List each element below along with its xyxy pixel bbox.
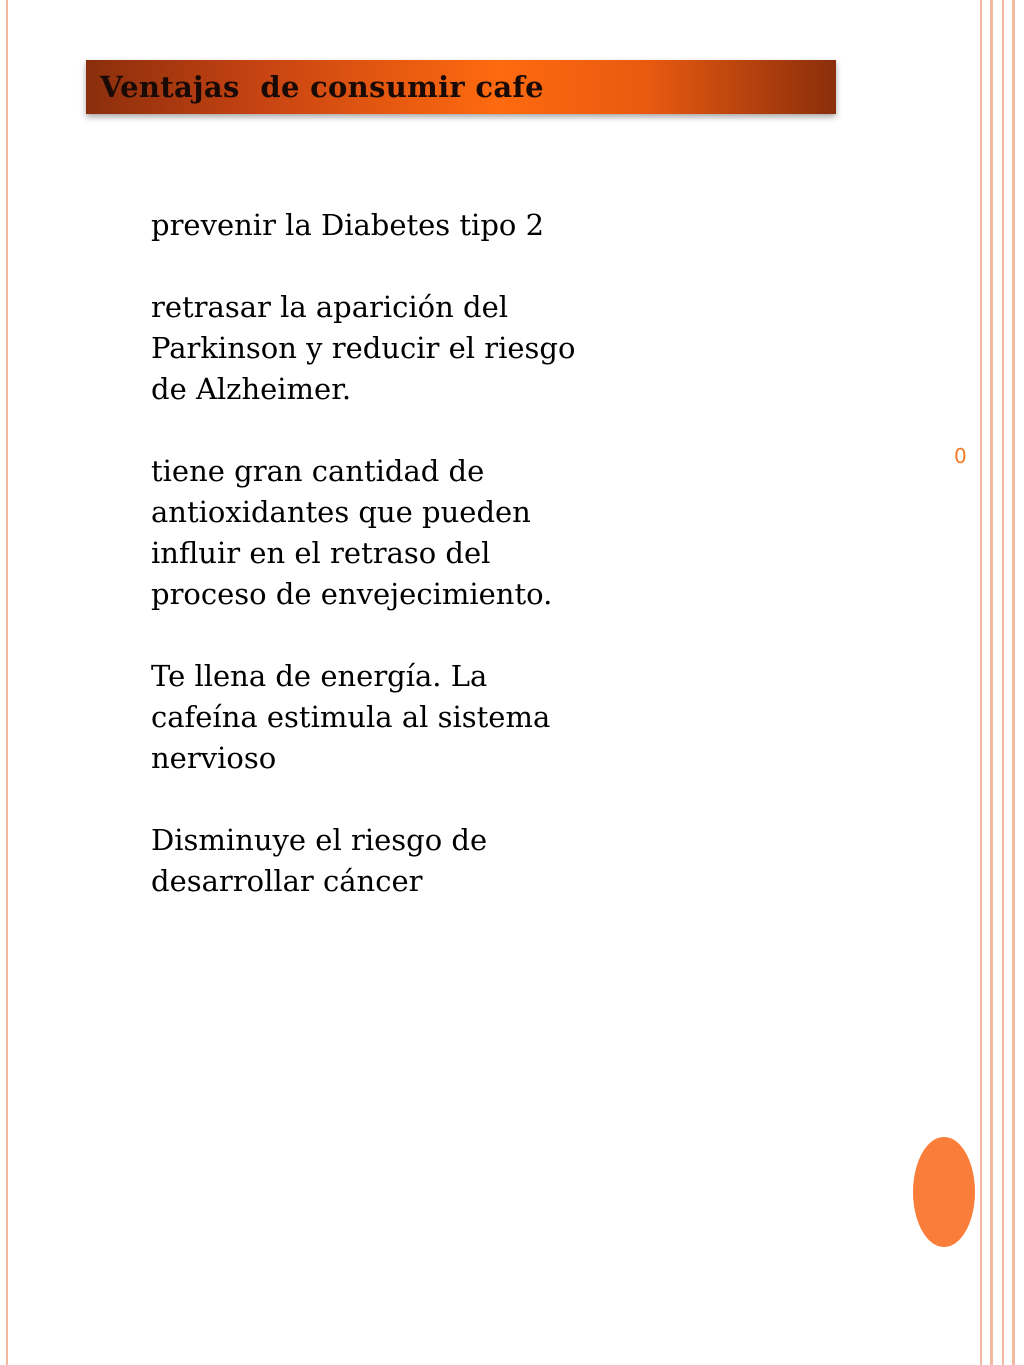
left-border-line: [6, 0, 8, 1365]
list-item: retrasar la aparición del Parkinson y reducir el riesgo de Alzheimer.: [151, 290, 576, 406]
list-item: Te llena de energía. La cafeína estimula al sistema nervioso: [151, 659, 551, 775]
right-border-line-2: [990, 0, 993, 1365]
right-border-line-1: [980, 0, 982, 1365]
decorative-circle: [913, 1137, 975, 1247]
list-item: prevenir la Diabetes tipo 2: [151, 208, 545, 242]
slide-title: Ventajas de consumir cafe: [100, 70, 544, 104]
right-border-line-3: [1002, 0, 1004, 1365]
page-number: 0: [954, 444, 967, 468]
list-item: Disminuye el riesgo de desarrollar cáncer: [151, 823, 488, 898]
title-bar: [86, 60, 836, 114]
content-list: [151, 205, 621, 943]
right-border-line-4: [1012, 0, 1015, 1365]
list-item: tiene gran cantidad de antioxidantes que pueden influir en el retraso del proceso de envejecimiento.: [151, 454, 553, 611]
